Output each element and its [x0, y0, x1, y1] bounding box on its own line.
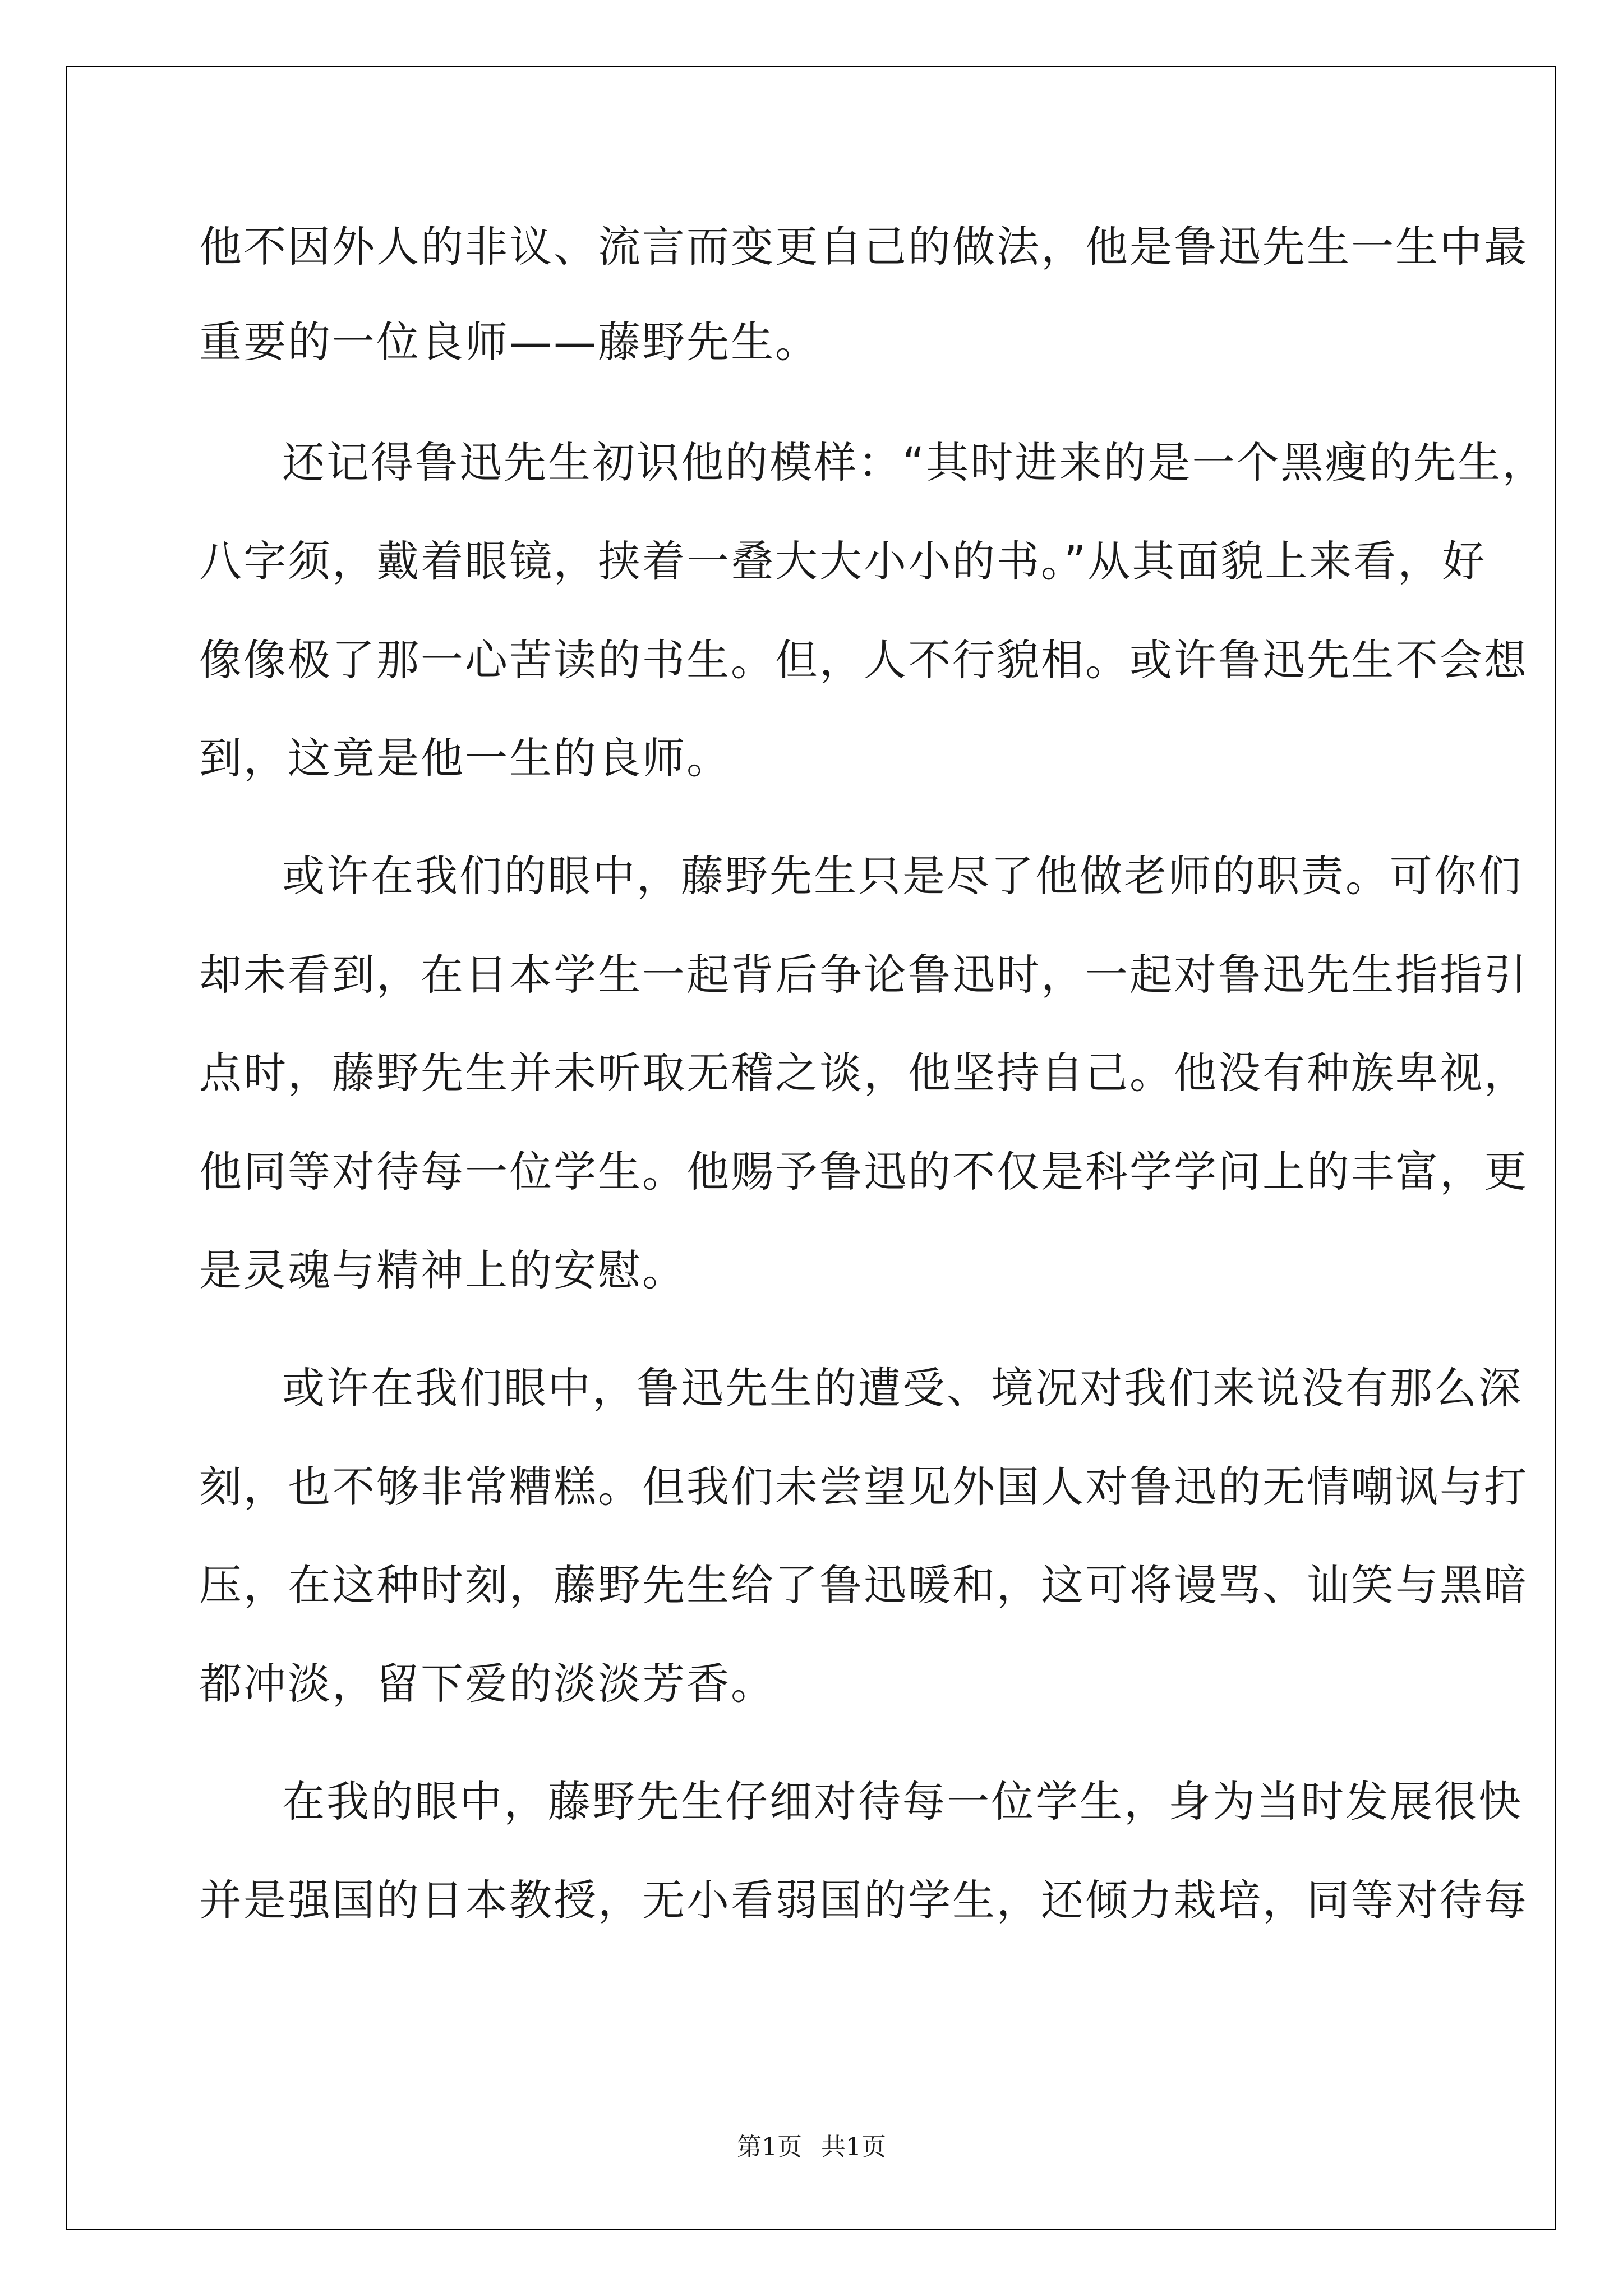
text-line: 都冲淡，留下爱的淡淡芳香。	[199, 1659, 775, 1709]
text-line: 却未看到，在日本学生一起背后争论鲁迅时，一起对鲁迅先生指指引	[199, 950, 1528, 1000]
text-line: 是灵魂与精神上的安慰。	[199, 1245, 686, 1295]
text-line: 到，这竟是他一生的良师。	[199, 733, 731, 783]
text-line: 并是强国的日本教授，无小看弱国的学生，还倾力栽培，同等对待每	[199, 1875, 1528, 1925]
text-line: 在我的眼中，藤野先生仔细对待每一位学生，身为当时发展很快	[282, 1777, 1523, 1826]
text-line: 还记得鲁迅先生初识他的模样：“其时进来的是一个黑瘦的先生，	[282, 438, 1547, 487]
text-line: 点时，藤野先生并未听取无稽之谈，他坚持自己。他没有种族卑视，	[199, 1048, 1528, 1098]
page-total: 共1页	[821, 2133, 886, 2161]
text-line: 像像极了那一心苦读的书生。但，人不行貌相。或许鲁迅先生不会想	[199, 635, 1528, 685]
text-line: 他不因外人的非议、流言而变更自己的做法，他是鲁迅先生一生中最	[199, 222, 1528, 272]
text-line: 刻，也不够非常糟糕。但我们未尝望见外国人对鲁迅的无情嘲讽与打	[199, 1462, 1528, 1512]
text-line: 重要的一位良师——藤野先生。	[199, 317, 819, 367]
text-line: 或许在我们的眼中，藤野先生只是尽了他做老师的职责。可你们	[282, 851, 1523, 901]
page-footer	[0, 2131, 1623, 2164]
text-line: 八字须，戴着眼镜，挟着一叠大大小小的书。”从其面貌上来看，好	[199, 536, 1487, 586]
text-line: 他同等对待每一位学生。他赐予鲁迅的不仅是科学学问上的丰富，更	[199, 1147, 1528, 1197]
page-number: 第1页	[737, 2133, 802, 2161]
text-line: 或许在我们眼中，鲁迅先生的遭受、境况对我们来说没有那么深	[282, 1363, 1523, 1413]
text-line: 压，在这种时刻，藤野先生给了鲁迅暖和，这可将谩骂、讪笑与黑暗	[199, 1560, 1528, 1610]
